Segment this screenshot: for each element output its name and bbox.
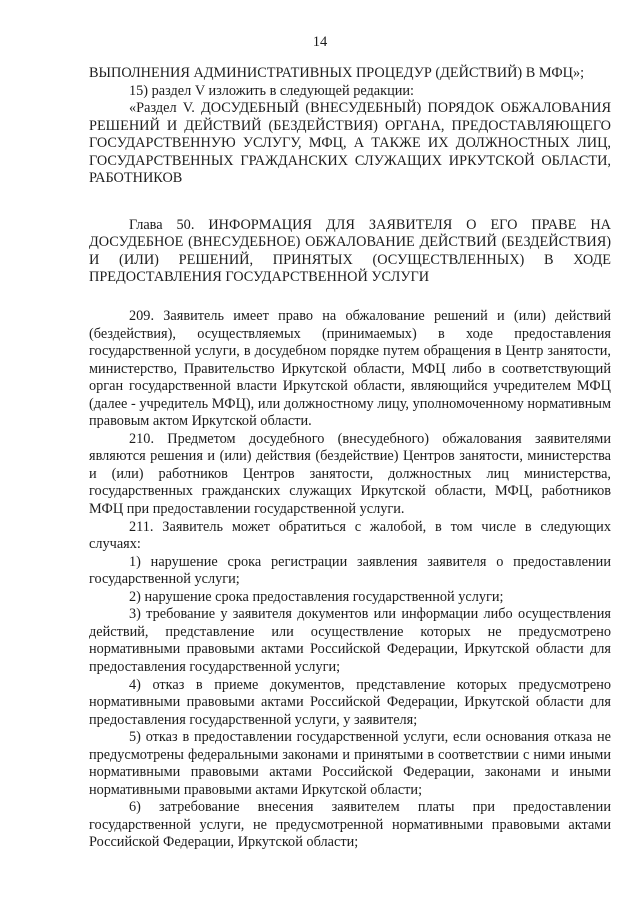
page-number: 14: [312, 34, 328, 50]
list-item-3: 3) требование у заявителя документов или информации либо осуществления действий, представление или осуществление которых не предусмотрено нормативными правовыми актами Российской Федерации, Иркутской области для предоставления государственной услуги;: [89, 606, 611, 675]
list-item-1: 1) нарушение срока регистрации заявления заявителя о предоставлении государственной услуги;: [89, 553, 611, 588]
paragraph-210: 210. Предметом досудебного (внесудебного) обжалования заявителями являются решения и (или) действия (бездействие) Центров занятости, министерства и (или) работников Центров занятости, должностных лиц министерства, государственных гражданских служащих Иркутской области, МФЦ, работников МФЦ при предоставлении государственной услуги.: [89, 430, 611, 518]
list-item-5: 5) отказ в предоставлении государственной услуги, если основания отказа не предусмотрены федеральными законами и принятыми в соответствии с ними иными нормативными правовыми актами Российской Федерации, законами и иными нормативными правовыми актами Иркутской области;: [89, 729, 611, 798]
paragraph-amendment-intro: 15) раздел V изложить в следующей редакции:: [129, 82, 415, 99]
paragraph-211: 211. Заявитель может обратиться с жалобой, в том числе в следующих случаях:: [89, 518, 611, 553]
list-item-2: 2) нарушение срока предоставления государственной услуги;: [129, 588, 504, 605]
list-item-4: 4) отказ в приеме документов, представление которых предусмотрено нормативными правовыми актами Российской Федерации, Иркутской области для предоставления государственной услуги, у заявителя;: [89, 676, 611, 728]
paragraph-heading-continuation: ВЫПОЛНЕНИЯ АДМИНИСТРАТИВНЫХ ПРОЦЕДУР (ДЕЙСТВИЙ) В МФЦ»;: [89, 65, 585, 81]
document-body: [89, 65, 611, 852]
chapter-50-heading: Глава 50. ИНФОРМАЦИЯ ДЛЯ ЗАЯВИТЕЛЯ О ЕГО ПРАВЕ НА ДОСУДЕБНОЕ (ВНЕСУДЕБНОЕ) ОБЖАЛОВАНИЕ ДЕЙСТВИЙ (БЕЗДЕЙСТВИЯ) И (ИЛИ) РЕШЕНИЙ, ПРИНЯТЫХ (ОСУЩЕСТВЛЕННЫХ) В ХОДЕ ПРЕДОСТАВЛЕНИЯ ГОСУДАРСТВЕННОЙ УСЛУГИ: [89, 216, 611, 286]
list-item-6: 6) затребование внесения заявителем платы при предоставлении государственной услуги, не предусмотренной нормативными правовыми актами Российской Федерации, Иркутской области;: [89, 799, 611, 851]
paragraph-209: 209. Заявитель имеет право на обжалование решений и (или) действий (бездействия), осуществляемых (принимаемых) в ходе предоставления государственной услуги, в досудебном порядке путем обращения в Центр занятости, министерство, Правительство Иркутской области, МФЦ либо в соответствующий орган государственной власти Иркутской области, являющийся учредителем МФЦ (далее - учредитель МФЦ), или должностному лицу, уполномоченному нормативным правовым актом Иркутской области.: [89, 308, 611, 430]
spacer: [89, 188, 611, 217]
section-v-heading: «Раздел V. ДОСУДЕБНЫЙ (ВНЕСУДЕБНЫЙ) ПОРЯДОК ОБЖАЛОВАНИЯ РЕШЕНИЙ И ДЕЙСТВИЙ (БЕЗДЕЙСТВИЯ) ОРГАНА, ПРЕДОСТАВЛЯЮЩЕГО ГОСУДАРСТВЕННУЮ УСЛУГУ, МФЦ, А ТАКЖЕ ИХ ДОЛЖНОСТНЫХ ЛИЦ, ГОСУДАРСТВЕННЫХ ГРАЖДАНСКИХ СЛУЖАЩИХ ИРКУТСКОЙ ОБЛАСТИ, РАБОТНИКОВ: [89, 100, 611, 187]
spacer: [89, 287, 611, 308]
